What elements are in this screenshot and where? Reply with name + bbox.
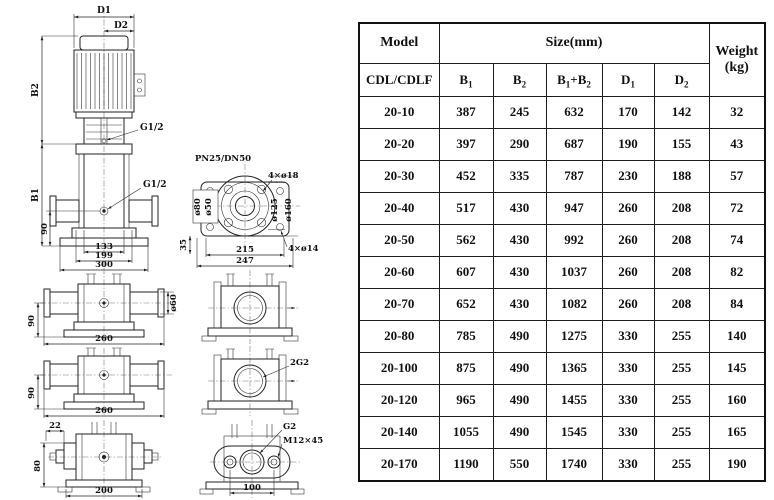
flange-rating-label: PN25/DN50 [194,154,252,164]
table-row: 20-170 1190 550 1740 330 255 190 [359,448,765,481]
header-col-d2: $D_2$ [654,63,709,96]
flange-top-view [179,154,319,268]
table-row: 20-80 785 490 1275 330 255 140 [359,320,765,352]
dim-label-90-side1: 90 [27,315,37,327]
flange-base-holes-label: 4×ø14 [288,244,319,254]
table-row: 20-60 607 430 1037 260 208 82 [359,256,765,288]
dim-label-200: 200 [95,486,113,496]
dia-160-label: ø160 [284,198,294,222]
table-row: 20-140 1055 490 1545 330 255 165 [359,416,765,448]
table-row: 20-70 652 430 1082 260 208 84 [359,288,765,320]
flange-bolt-holes-label: 4×ø18 [268,171,299,181]
cell-model: 20-60 [359,256,439,288]
pump-elevation-drawing [31,6,167,274]
cell-model: 20-30 [359,160,439,192]
header-model: Model [359,23,439,63]
port-front-view-1 [202,270,298,344]
header-col-d1: $D_1$ [602,63,654,96]
cell-model: 20-40 [359,192,439,224]
cell-model: 20-140 [359,416,439,448]
dim-label-35: 35 [179,239,189,251]
dim-label-b2: B2 [31,83,41,97]
base-bottom-view [200,420,323,498]
port-label-g12-gauge: G1/2 [143,180,167,190]
dim-label-300: 300 [95,260,113,270]
table-row: 20-120 965 490 1455 330 255 160 [359,384,765,416]
cell-model: 20-50 [359,224,439,256]
header-col-b1: $B_1$ [439,63,493,96]
header-weight-line2: (kg) [724,59,749,75]
dim-label-260-side2: 260 [95,406,113,416]
table-row: 20-20 397 290 687 190 155 43 [359,128,765,160]
cell-model: 20-120 [359,384,439,416]
dia-50-label: ø50 [204,198,214,216]
header-model-series: CDL/CDLF [359,63,439,96]
table-row: 20-50 562 430 992 260 208 74 [359,224,765,256]
side-view-2 [27,348,172,418]
dim-label-d1: D1 [96,6,112,16]
dim-label-215: 215 [236,245,254,255]
dim-label-100: 100 [243,483,261,493]
table-row: 20-30 452 335 787 230 188 57 [359,160,765,192]
port-thread-label-2g2: 2G2 [290,358,310,368]
header-weight-line1: Weight [715,43,759,59]
table-row: 20-40 517 430 947 260 208 72 [359,192,765,224]
header-weight [709,23,765,96]
base-side-view [33,420,162,498]
dim-label-90-side2: 90 [27,387,37,399]
dim-label-80: 80 [33,460,43,472]
dim-label-133: 133 [95,242,113,252]
port-label-g12-coupling: G1/2 [140,123,164,133]
header-col-b2: $B_2$ [493,63,546,96]
header-size-group: Size(mm) [439,23,709,63]
dim-label-b1: B1 [31,188,41,202]
dim-label-d2: D2 [113,21,129,31]
header-col-b1b2: $B_1+B_2$ [546,63,602,96]
dim-label-260-side1: 260 [95,334,113,344]
dim-label-247: 247 [236,256,254,266]
dia-125-label: ø125 [270,198,280,222]
cell-model: 20-170 [359,448,439,481]
side-view-1 [27,268,179,346]
cell-model: 20-80 [359,320,439,352]
dimension-table [358,22,766,482]
dim-label-199: 199 [95,251,113,261]
port-thread-label-g2: G2 [283,422,297,432]
cell-model: 20-70 [359,288,439,320]
cell-model: 20-100 [359,352,439,384]
dia-80-label: ø80 [193,198,203,216]
table-row: 20-100 875 490 1365 330 255 145 [359,352,765,384]
pump-drawings [0,0,356,500]
cell-model: 20-10 [359,96,439,128]
bolt-spec-label: M12×45 [283,436,324,446]
table-row: 20-10 387 245 632 170 142 32 [359,96,765,128]
port-front-view-2 [202,346,309,416]
dim-label-90-elev: 90 [40,223,50,235]
dia-60-label: ø60 [169,294,179,312]
cell-model: 20-20 [359,128,439,160]
dim-label-22: 22 [49,421,61,431]
